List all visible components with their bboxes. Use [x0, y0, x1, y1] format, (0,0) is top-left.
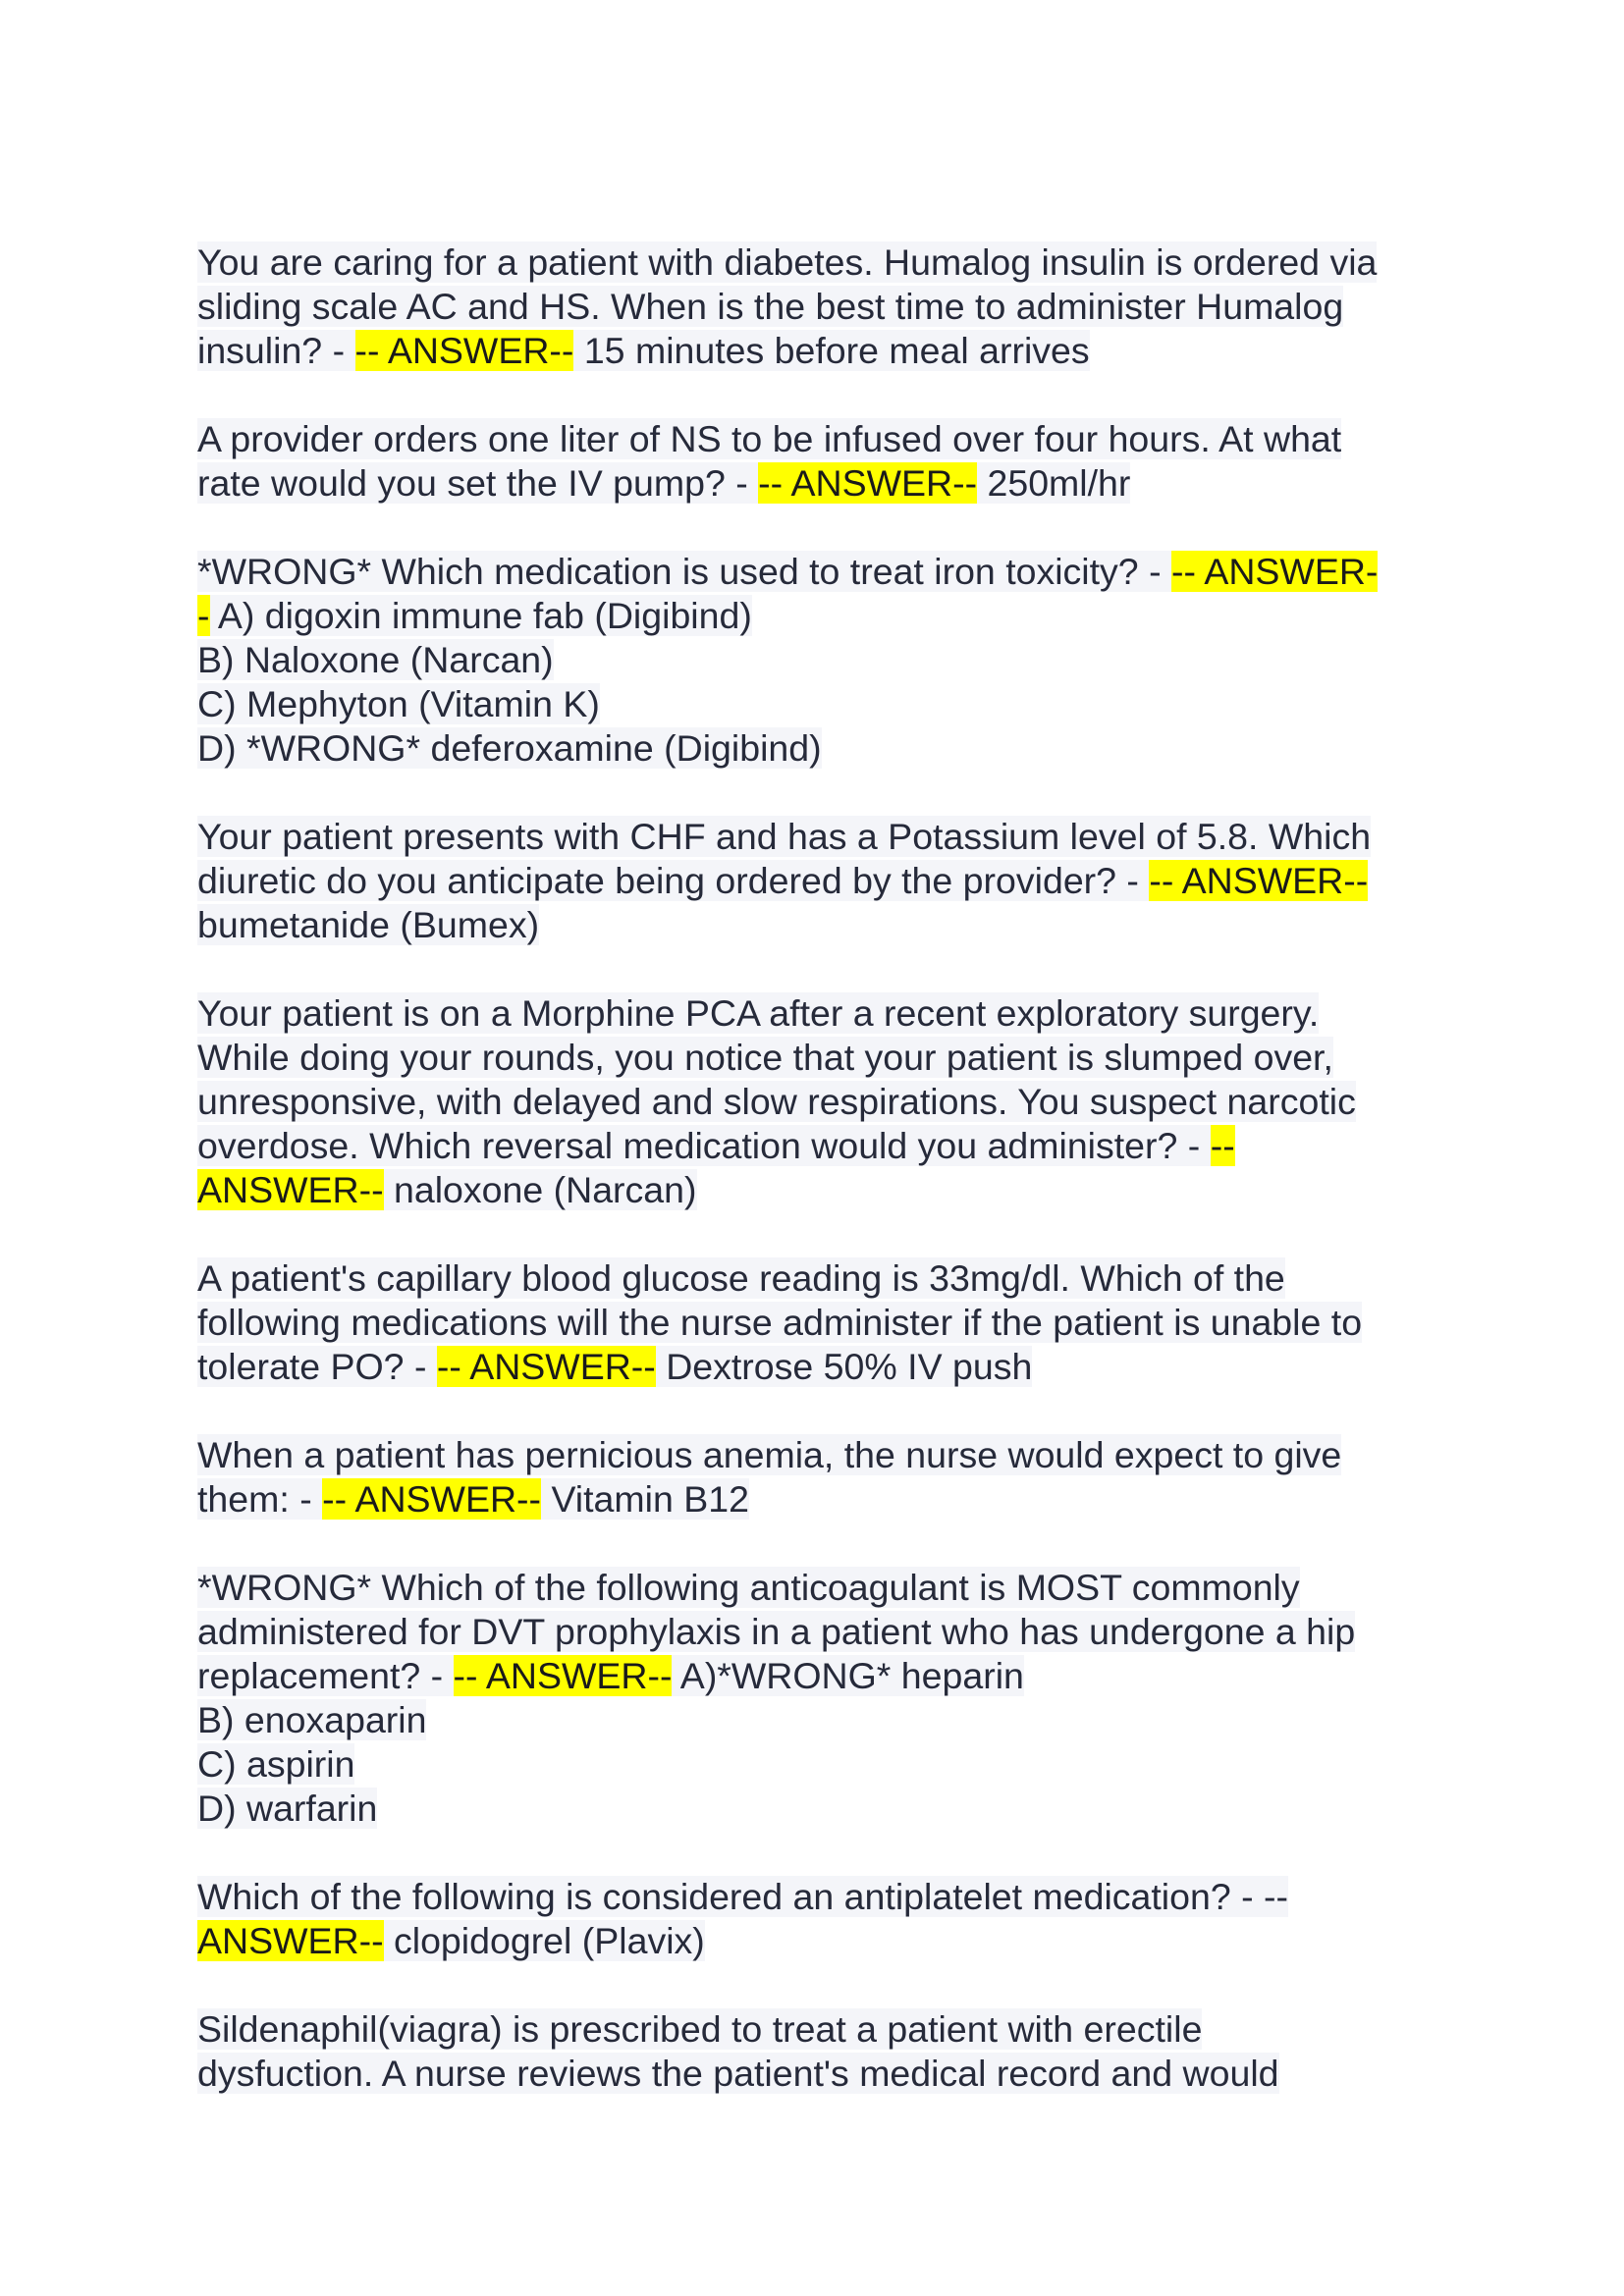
text-segment: following medications will the nurse administer if the patient is unable to — [197, 1302, 1363, 1343]
text-segment: B) enoxaparin — [197, 1699, 427, 1740]
text-segment: clopidogrel (Plavix) — [383, 1920, 705, 1961]
text-segment: D) *WRONG* deferoxamine (Digibind) — [197, 727, 822, 769]
text-line — [197, 594, 1474, 638]
text-segment: D) warfarin — [197, 1788, 378, 1829]
text-line — [197, 991, 1474, 1036]
text-line — [197, 1301, 1474, 1345]
text-segment: insulin? - — [197, 330, 355, 371]
qa-block — [197, 815, 1474, 947]
text-segment: tolerate PO? - — [197, 1346, 437, 1387]
text-line — [197, 1433, 1474, 1477]
text-segment: rate would you set the IV pump? - — [197, 462, 759, 504]
text-line — [197, 815, 1474, 859]
qa-block — [197, 1433, 1474, 1522]
text-line — [197, 550, 1474, 594]
text-line — [197, 417, 1474, 461]
text-line — [197, 726, 1474, 771]
text-line — [197, 1256, 1474, 1301]
text-line — [197, 859, 1474, 903]
text-line — [197, 461, 1474, 506]
answer-marker-highlight: ANSWER-- — [197, 1920, 384, 1961]
document-page — [197, 240, 1474, 2140]
text-segment: diuretic do you anticipate being ordered by the provider? - — [197, 860, 1150, 901]
text-segment: 15 minutes before meal arrives — [573, 330, 1090, 371]
text-line — [197, 1742, 1474, 1787]
text-line — [197, 638, 1474, 682]
text-segment: While doing your rounds, you notice that your patient is slumped over, — [197, 1037, 1333, 1078]
qa-block — [197, 2007, 1474, 2096]
qa-block — [197, 417, 1474, 506]
text-line — [197, 903, 1474, 947]
answer-marker-highlight: - — [197, 595, 210, 636]
text-segment: unresponsive, with delayed and slow respirations. You suspect narcotic — [197, 1081, 1356, 1122]
answer-marker-highlight: -- ANSWER-- — [322, 1478, 542, 1520]
answer-marker-highlight: -- ANSWER-- — [436, 1346, 656, 1387]
answer-marker-highlight: -- ANSWER-- — [453, 1655, 673, 1696]
text-line — [197, 1124, 1474, 1168]
text-segment: A)*WRONG* heparin — [672, 1655, 1024, 1696]
text-line — [197, 2007, 1474, 2052]
text-segment: bumetanide (Bumex) — [197, 904, 540, 945]
answer-marker-highlight: -- ANSWER-- — [758, 462, 978, 504]
text-segment: C) aspirin — [197, 1743, 355, 1785]
text-segment: A patient's capillary blood glucose reading is 33mg/dl. Which of the — [197, 1257, 1285, 1299]
answer-marker-highlight: -- ANSWER-- — [354, 330, 574, 371]
qa-block — [197, 240, 1474, 373]
text-line — [197, 1080, 1474, 1124]
text-segment: A) digoxin immune fab (Digibind) — [209, 595, 752, 636]
text-segment: You are caring for a patient with diabetes. Humalog insulin is ordered via — [197, 241, 1378, 283]
text-segment: 250ml/hr — [977, 462, 1131, 504]
text-segment: Sildenaphil(viagra) is prescribed to treat a patient with erectile — [197, 2008, 1203, 2050]
text-line — [197, 682, 1474, 726]
text-segment: B) Naloxone (Narcan) — [197, 639, 554, 680]
text-segment: *WRONG* Which of the following anticoagulant is MOST commonly — [197, 1567, 1300, 1608]
text-segment: Vitamin B12 — [541, 1478, 749, 1520]
text-line — [197, 1654, 1474, 1698]
text-segment: Your patient presents with CHF and has a Potassium level of 5.8. Which — [197, 816, 1372, 857]
text-segment: C) Mephyton (Vitamin K) — [197, 683, 600, 724]
text-segment: Dextrose 50% IV push — [655, 1346, 1033, 1387]
qa-block — [197, 1566, 1474, 1831]
text-segment: administered for DVT prophylaxis in a patient who has undergone a hip — [197, 1611, 1356, 1652]
qa-block — [197, 1256, 1474, 1389]
text-segment: naloxone (Narcan) — [383, 1169, 697, 1210]
text-line — [197, 1919, 1474, 1963]
answer-marker-highlight: -- — [1210, 1125, 1235, 1166]
text-line — [197, 1698, 1474, 1742]
text-line — [197, 1875, 1474, 1919]
text-segment: replacement? - — [197, 1655, 454, 1696]
qa-block — [197, 991, 1474, 1212]
text-line — [197, 1168, 1474, 1212]
text-segment: When a patient has pernicious anemia, the nurse would expect to give — [197, 1434, 1342, 1475]
answer-marker-highlight: -- ANSWER- — [1171, 551, 1379, 592]
text-segment: *WRONG* Which medication is used to treat iron toxicity? - — [197, 551, 1171, 592]
text-line — [197, 1036, 1474, 1080]
text-line — [197, 1477, 1474, 1522]
text-line — [197, 2052, 1474, 2096]
text-line — [197, 329, 1474, 373]
text-segment: them: - — [197, 1478, 323, 1520]
text-segment: dysfuction. A nurse reviews the patient's medical record and would — [197, 2053, 1279, 2094]
text-line — [197, 1610, 1474, 1654]
text-line — [197, 1787, 1474, 1831]
qa-block — [197, 550, 1474, 771]
text-line — [197, 240, 1474, 285]
text-segment: Your patient is on a Morphine PCA after a recent exploratory surgery. — [197, 992, 1320, 1034]
qa-block — [197, 1875, 1474, 1963]
text-segment: Which of the following is considered an antiplatelet medication? - -- — [197, 1876, 1288, 1917]
answer-marker-highlight: ANSWER-- — [197, 1169, 384, 1210]
text-line — [197, 1345, 1474, 1389]
text-segment: sliding scale AC and HS. When is the best time to administer Humalog — [197, 286, 1344, 327]
text-line — [197, 1566, 1474, 1610]
text-line — [197, 285, 1474, 329]
answer-marker-highlight: -- ANSWER-- — [1149, 860, 1369, 901]
text-segment: overdose. Which reversal medication would you administer? - — [197, 1125, 1211, 1166]
text-segment: A provider orders one liter of NS to be infused over four hours. At what — [197, 418, 1342, 459]
